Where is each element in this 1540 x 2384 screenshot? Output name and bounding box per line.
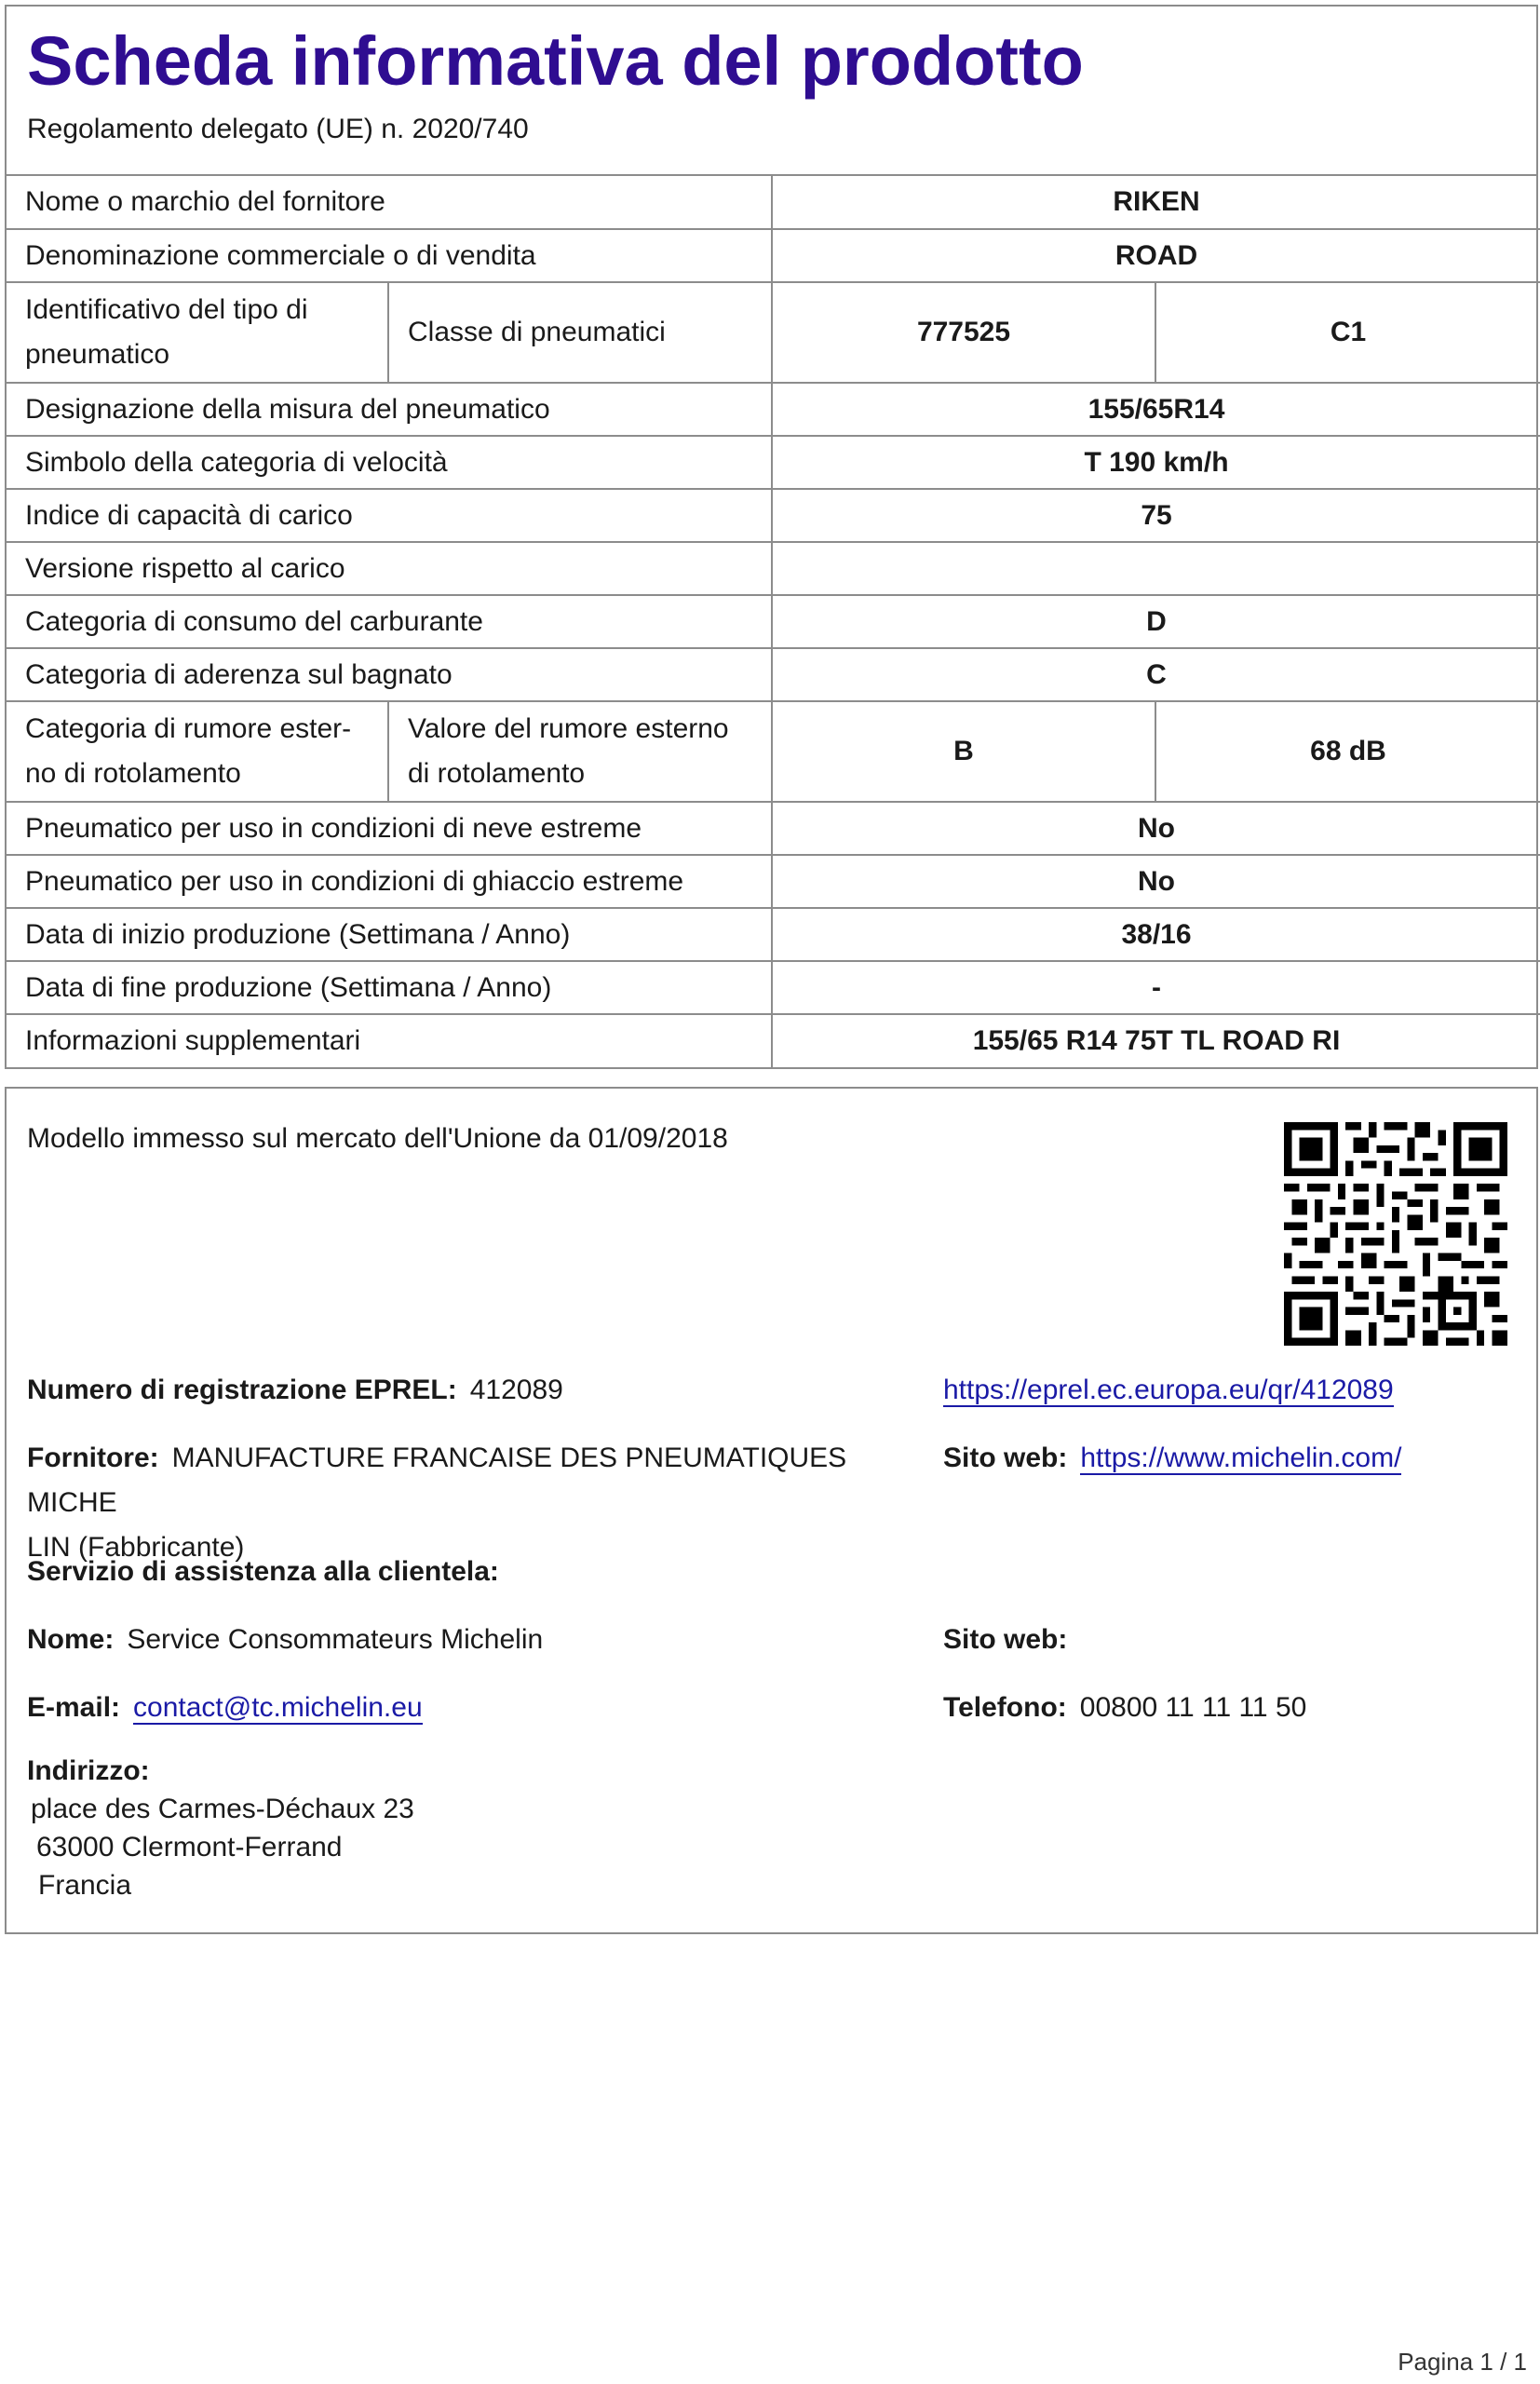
table-row	[7, 701, 1540, 802]
customer-service-heading-text: Servizio di assistenza alla clientela:	[27, 1556, 499, 1587]
ice-label: Pneumatico per uso in condizioni di ghiaccio estreme	[7, 855, 772, 908]
email-label: E-mail:	[27, 1692, 121, 1723]
table-row	[7, 489, 1540, 542]
table-row	[7, 1014, 1540, 1067]
table-row	[7, 961, 1540, 1014]
service-name-label: Nome:	[27, 1624, 115, 1655]
noise-class-label: Categoria di rumore ester-no di rotolamento	[7, 701, 388, 802]
table-row	[7, 282, 1540, 383]
page-number: Pagina 1 / 1	[1398, 2348, 1527, 2376]
size-value: 155/65R14	[772, 383, 1540, 436]
speed-label: Simbolo della categoria di velocità	[7, 436, 772, 489]
speed-value: T 190 km/h	[772, 436, 1540, 489]
eprel-value: 412089	[469, 1375, 563, 1405]
product-info-sheet	[5, 5, 1538, 1069]
table-row	[7, 436, 1540, 489]
table-row	[7, 595, 1540, 648]
snow-value: No	[772, 802, 1540, 855]
table-row	[7, 383, 1540, 436]
market-date-text: Modello immesso sul mercato dell'Unione da 01/09/2018	[27, 1123, 728, 1154]
supplier-info-panel	[5, 1087, 1538, 1934]
size-label: Designazione della misura del pneumatico	[7, 383, 772, 436]
trade-name-value: ROAD	[772, 229, 1540, 282]
load-version-value	[772, 542, 1540, 595]
service-name-row	[27, 1618, 543, 1662]
phone-label: Telefono:	[943, 1692, 1067, 1723]
load-index-label: Indice di capacità di carico	[7, 489, 772, 542]
table-row	[7, 648, 1540, 701]
table-row	[7, 802, 1540, 855]
qr-code-icon[interactable]	[1284, 1122, 1507, 1346]
phone-row	[943, 1686, 1306, 1730]
snow-label: Pneumatico per uso in condizioni di neve estreme	[7, 802, 772, 855]
address-block	[27, 1752, 414, 1904]
supplier-value: RIKEN	[772, 176, 1540, 229]
spec-table	[7, 176, 1540, 1067]
tyre-class-label: Classe di pneumatici	[388, 282, 772, 383]
eprel-link-row	[943, 1368, 1394, 1413]
trade-name-label: Denominazione commerciale o di vendita	[7, 229, 772, 282]
load-index-value: 75	[772, 489, 1540, 542]
address-line-2: 63000 Clermont-Ferrand	[36, 1832, 343, 1862]
production-start-label: Data di inizio produzione (Settimana / Anno)	[7, 908, 772, 961]
phone-value: 00800 11 11 11 50	[1079, 1692, 1307, 1723]
table-row	[7, 229, 1540, 282]
wet-grip-value: C	[772, 648, 1540, 701]
supplier-info-label: Fornitore:	[27, 1443, 159, 1473]
eprel-registration	[27, 1368, 563, 1413]
eprel-label: Numero di registrazione EPREL:	[27, 1375, 457, 1405]
type-id-value: 777525	[772, 282, 1155, 383]
service-website-row	[943, 1618, 1080, 1662]
address-line-1: place des Carmes-Déchaux 23	[31, 1794, 414, 1824]
service-name-value: Service Consommateurs Michelin	[127, 1624, 544, 1655]
fuel-label: Categoria di consumo del carburante	[7, 595, 772, 648]
table-row	[7, 855, 1540, 908]
table-row	[7, 542, 1540, 595]
table-row	[7, 908, 1540, 961]
page-title: Scheda informativa del prodotto	[27, 22, 1084, 100]
production-start-value: 38/16	[772, 908, 1540, 961]
production-end-value: -	[772, 961, 1540, 1014]
tyre-class-value: C1	[1155, 282, 1540, 383]
extra-info-label: Informazioni supplementari	[7, 1014, 772, 1067]
extra-info-value: 155/65 R14 75T TL ROAD RI	[772, 1014, 1540, 1067]
ice-value: No	[772, 855, 1540, 908]
noise-class-value: B	[772, 701, 1155, 802]
supplier-label: Nome o marchio del fornitore	[7, 176, 772, 229]
email-row	[27, 1686, 423, 1730]
noise-value-label: Valore del rumore esterno di rotolamento	[388, 701, 772, 802]
website-label: Sito web:	[943, 1443, 1068, 1473]
table-row	[7, 176, 1540, 229]
website-link[interactable]: https://www.michelin.com/	[1080, 1443, 1402, 1473]
supplier-info-value-line-2: LIN (Fabbricante)	[27, 1532, 245, 1563]
website-row	[943, 1436, 1401, 1481]
production-end-label: Data di fine produzione (Settimana / Anno)	[7, 961, 772, 1014]
address-label: Indirizzo:	[27, 1755, 150, 1786]
fuel-value: D	[772, 595, 1540, 648]
eprel-link[interactable]: https://eprel.ec.europa.eu/qr/412089	[943, 1375, 1394, 1405]
noise-value-value: 68 dB	[1155, 701, 1540, 802]
type-id-label: Identificativo del tipo di pneumatico	[7, 282, 388, 383]
address-line-3: Francia	[38, 1870, 132, 1901]
regulation-reference: Regolamento delegato (UE) n. 2020/740	[7, 102, 1536, 176]
customer-service-heading	[27, 1550, 512, 1594]
email-link[interactable]: contact@tc.michelin.eu	[133, 1692, 423, 1723]
load-version-label: Versione rispetto al carico	[7, 542, 772, 595]
wet-grip-label: Categoria di aderenza sul bagnato	[7, 648, 772, 701]
service-website-label: Sito web:	[943, 1624, 1068, 1655]
supplier-info-value-line-1: MANUFACTURE FRANCAISE DES PNEUMATIQUES MICHE	[27, 1443, 847, 1518]
